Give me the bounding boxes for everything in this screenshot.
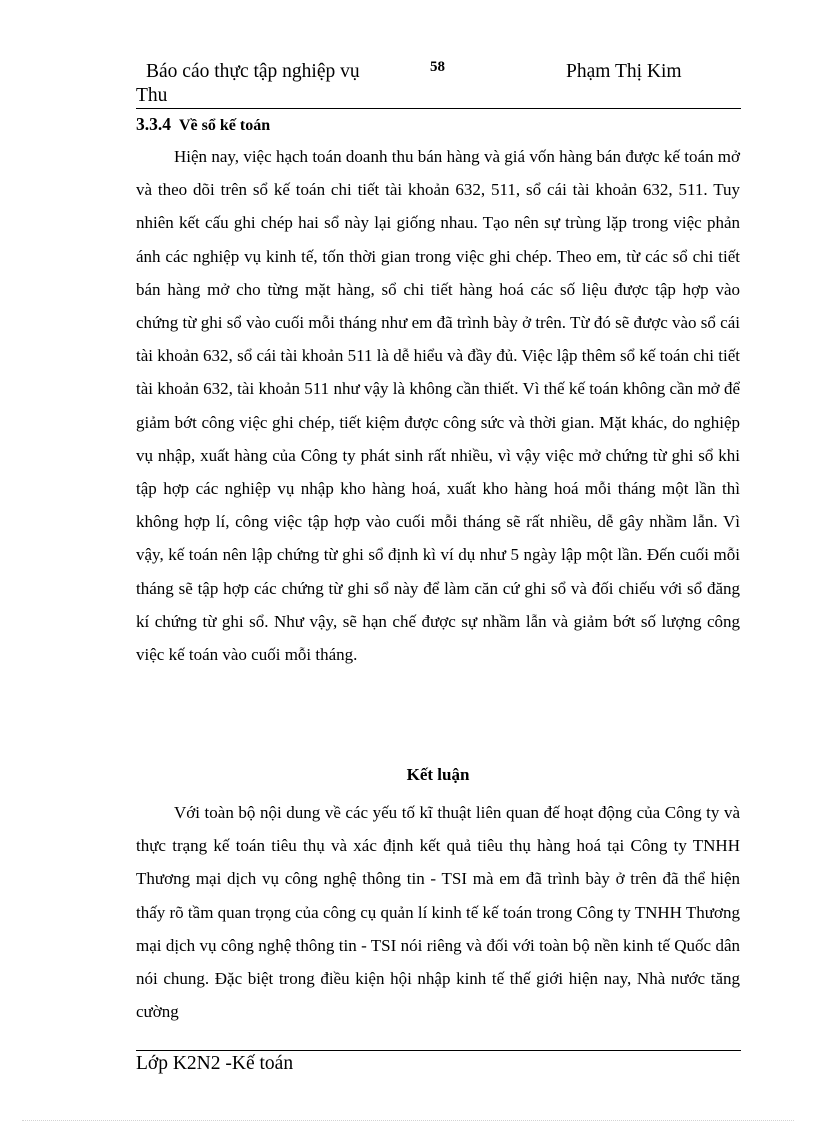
page-number: 58 [430, 59, 445, 75]
section-title: Về sổ kế toán [179, 117, 271, 134]
header-author: Phạm Thị Kim [566, 61, 682, 82]
section-number: 3.3.4 [136, 114, 171, 134]
section-paragraph [136, 140, 740, 671]
conclusion-paragraph [136, 796, 740, 1028]
header-title-line1: Báo cáo thực tập nghiệp vụ [146, 61, 360, 82]
conclusion-heading: Kết luận [406, 765, 470, 784]
conclusion-paragraph-text: Với toàn bộ nội dung về các yếu tố kĩ thuật liên quan đế hoạt động của Công ty và thực trạng kế toán tiêu thụ và xác định kết quả tiêu thụ hàng hoá tại Công ty TNHH Thương mại dịch vụ công nghệ thông tin - TSI mà em đã trình bày ở trên đã thể hiện thấy rõ tầm quan trọng của công cụ quản lí kinh tế kế toán trong Công ty TNHH Thương mại dịch vụ công nghệ thông tin - TSI nói riêng và đối với toàn bộ nền kinh tế Quốc dân nói chung. Đặc biệt trong điều kiện hội nhập kinh tế thế giới hiện nay, Nhà nước tăng cường [136, 803, 740, 1022]
section-heading [136, 114, 270, 135]
footer-text: Lớp K2N2 -Kế toán [136, 1053, 294, 1074]
footer-rule [136, 1050, 741, 1051]
section-paragraph-text: Hiện nay, việc hạch toán doanh thu bán hàng và giá vốn hàng bán được kế toán mở và theo dõi trên sổ kế toán chi tiết tài khoản 632, 511, sổ cái tài khoản 632, 511. Tuy nhiên kết cấu ghi chép hai sổ này lại giống nhau. Tạo nên sự trùng lặp trong việc phản ánh các nghiệp vụ kinh tế, tốn thời gian trong việc ghi chép. Theo em, từ các sổ chi tiết bán hàng mở cho từng mặt hàng, sổ chi tiết hàng hoá các số liệu được tập hợp vào chứng từ ghi sổ vào cuối mỗi tháng như em đã trình bày ở trên. Từ đó sẽ được vào sổ cái tài khoản 632, sổ cái tài khoản 511 là dễ hiểu và đầy đủ. Việc lập thêm sổ kế toán chi tiết tài khoản 632, tài khoản 511 như vậy là không cần thiết. Vì thế kế toán không cần mở để giảm bớt công việc ghi chép, tiết kiệm được công sức và thời gian. Mặt khác, do nghiệp vụ nhập, xuất hàng của Công ty phát sinh rất nhiều, vì vậy việc mở chứng từ ghi sổ khi tập hợp các nghiệp vụ nhập kho hàng hoá, xuất kho hàng hoá mỗi tháng một lần thì không hợp lí, công việc tập hợp vào cuối mỗi tháng sẽ rất nhiều, dễ gây nhầm lẫn. Vì vậy, kế toán nên lập chứng từ ghi sổ định kì ví dụ như 5 ngày lập một lần. Đến cuối mỗi tháng sẽ tập hợp các chứng từ ghi sổ này để làm căn cứ ghi sổ và đối chiếu với sổ đăng kí chứng từ ghi sổ. Như vậy, sẽ hạn chế được sự nhầm lẫn và giảm bớt số lượng công việc kế toán vào cuối mỗi tháng. [136, 147, 740, 665]
header-title [136, 60, 406, 108]
page-edge-divider [22, 1120, 794, 1121]
header-title-line2: Thu [136, 85, 168, 106]
header-rule [136, 108, 741, 109]
